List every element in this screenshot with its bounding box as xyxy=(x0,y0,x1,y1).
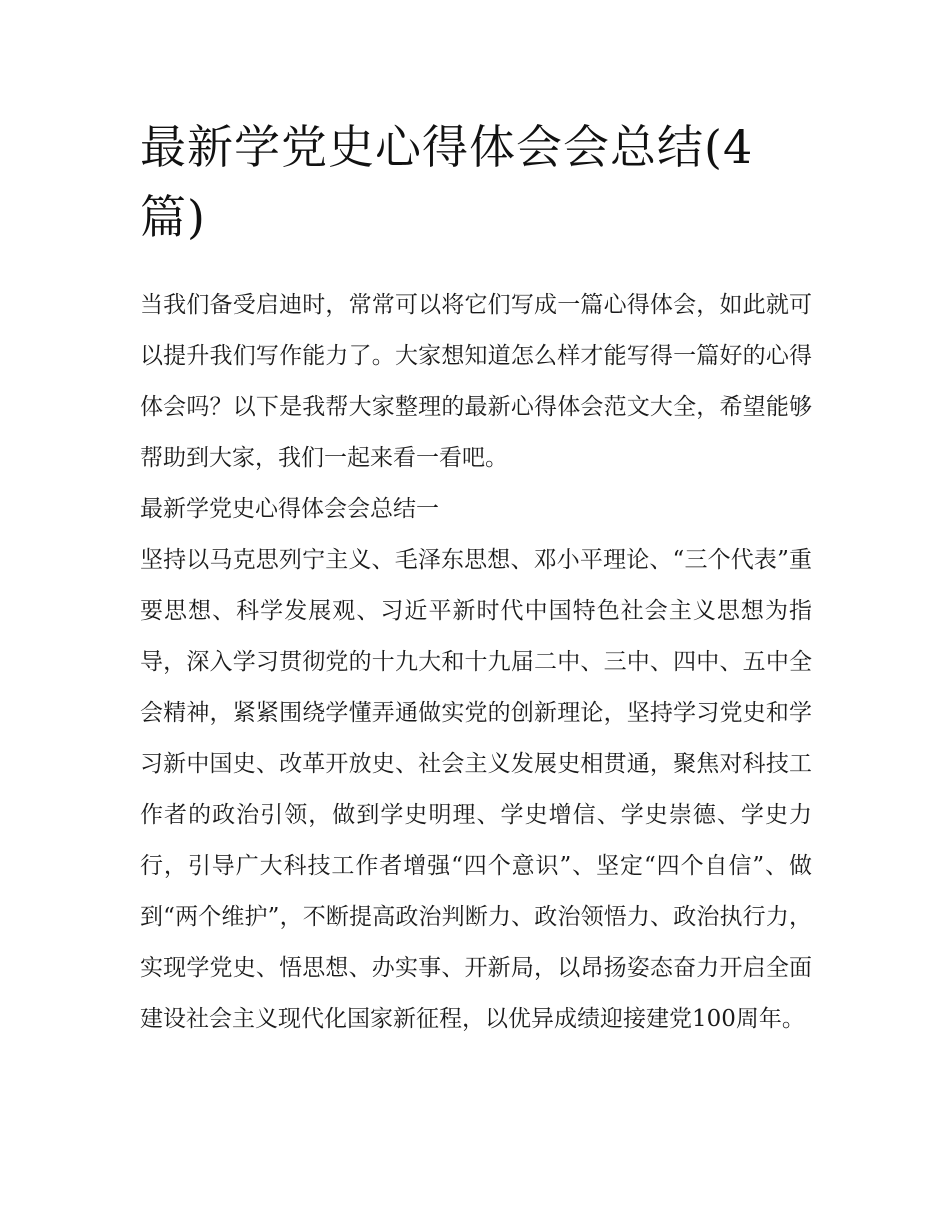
section-heading: 最新学党史心得体会会总结一 xyxy=(140,496,439,522)
intro-paragraph: 当我们备受启迪时，常常可以将它们写成一篇心得体会，如此就可以提升我们写作能力了。大家想知道怎么样才能写得一篇好的心得体会吗？以下是我帮大家整理的最新心得体会范文大全，希望能够帮助到大家，我们一起来看一看吧。 xyxy=(140,292,812,471)
document-page xyxy=(140,112,812,1045)
document-title: 最新学党史心得体会会总结(4篇) xyxy=(140,120,754,244)
body-paragraph: 坚持以马克思列宁主义、毛泽东思想、邓小平理论、“三个代表”重要思想、科学发展观、习近平新时代中国特色社会主义思想为指导，深入学习贯彻党的十九大和十九届二中、三中、四中、五中全会精神，紧紧围绕学懂弄通做实党的创新理论，坚持学习党史和学习新中国史、改革开放史、社会主义发展史相贯通，聚焦对科技工作者的政治引领，做到学史明理、学史增信、学史崇德、学史力行，引导广大科技工作者增强“四个意识”、坚定“四个自信”、做到“两个维护”，不断提高政治判断力、政治领悟力、政治执行力，实现学党史、悟思想、办实事、开新局，以昂扬姿态奋力开启全面建设社会主义现代化国家新征程，以优异成绩迎接建党100周年。 xyxy=(140,547,812,1032)
